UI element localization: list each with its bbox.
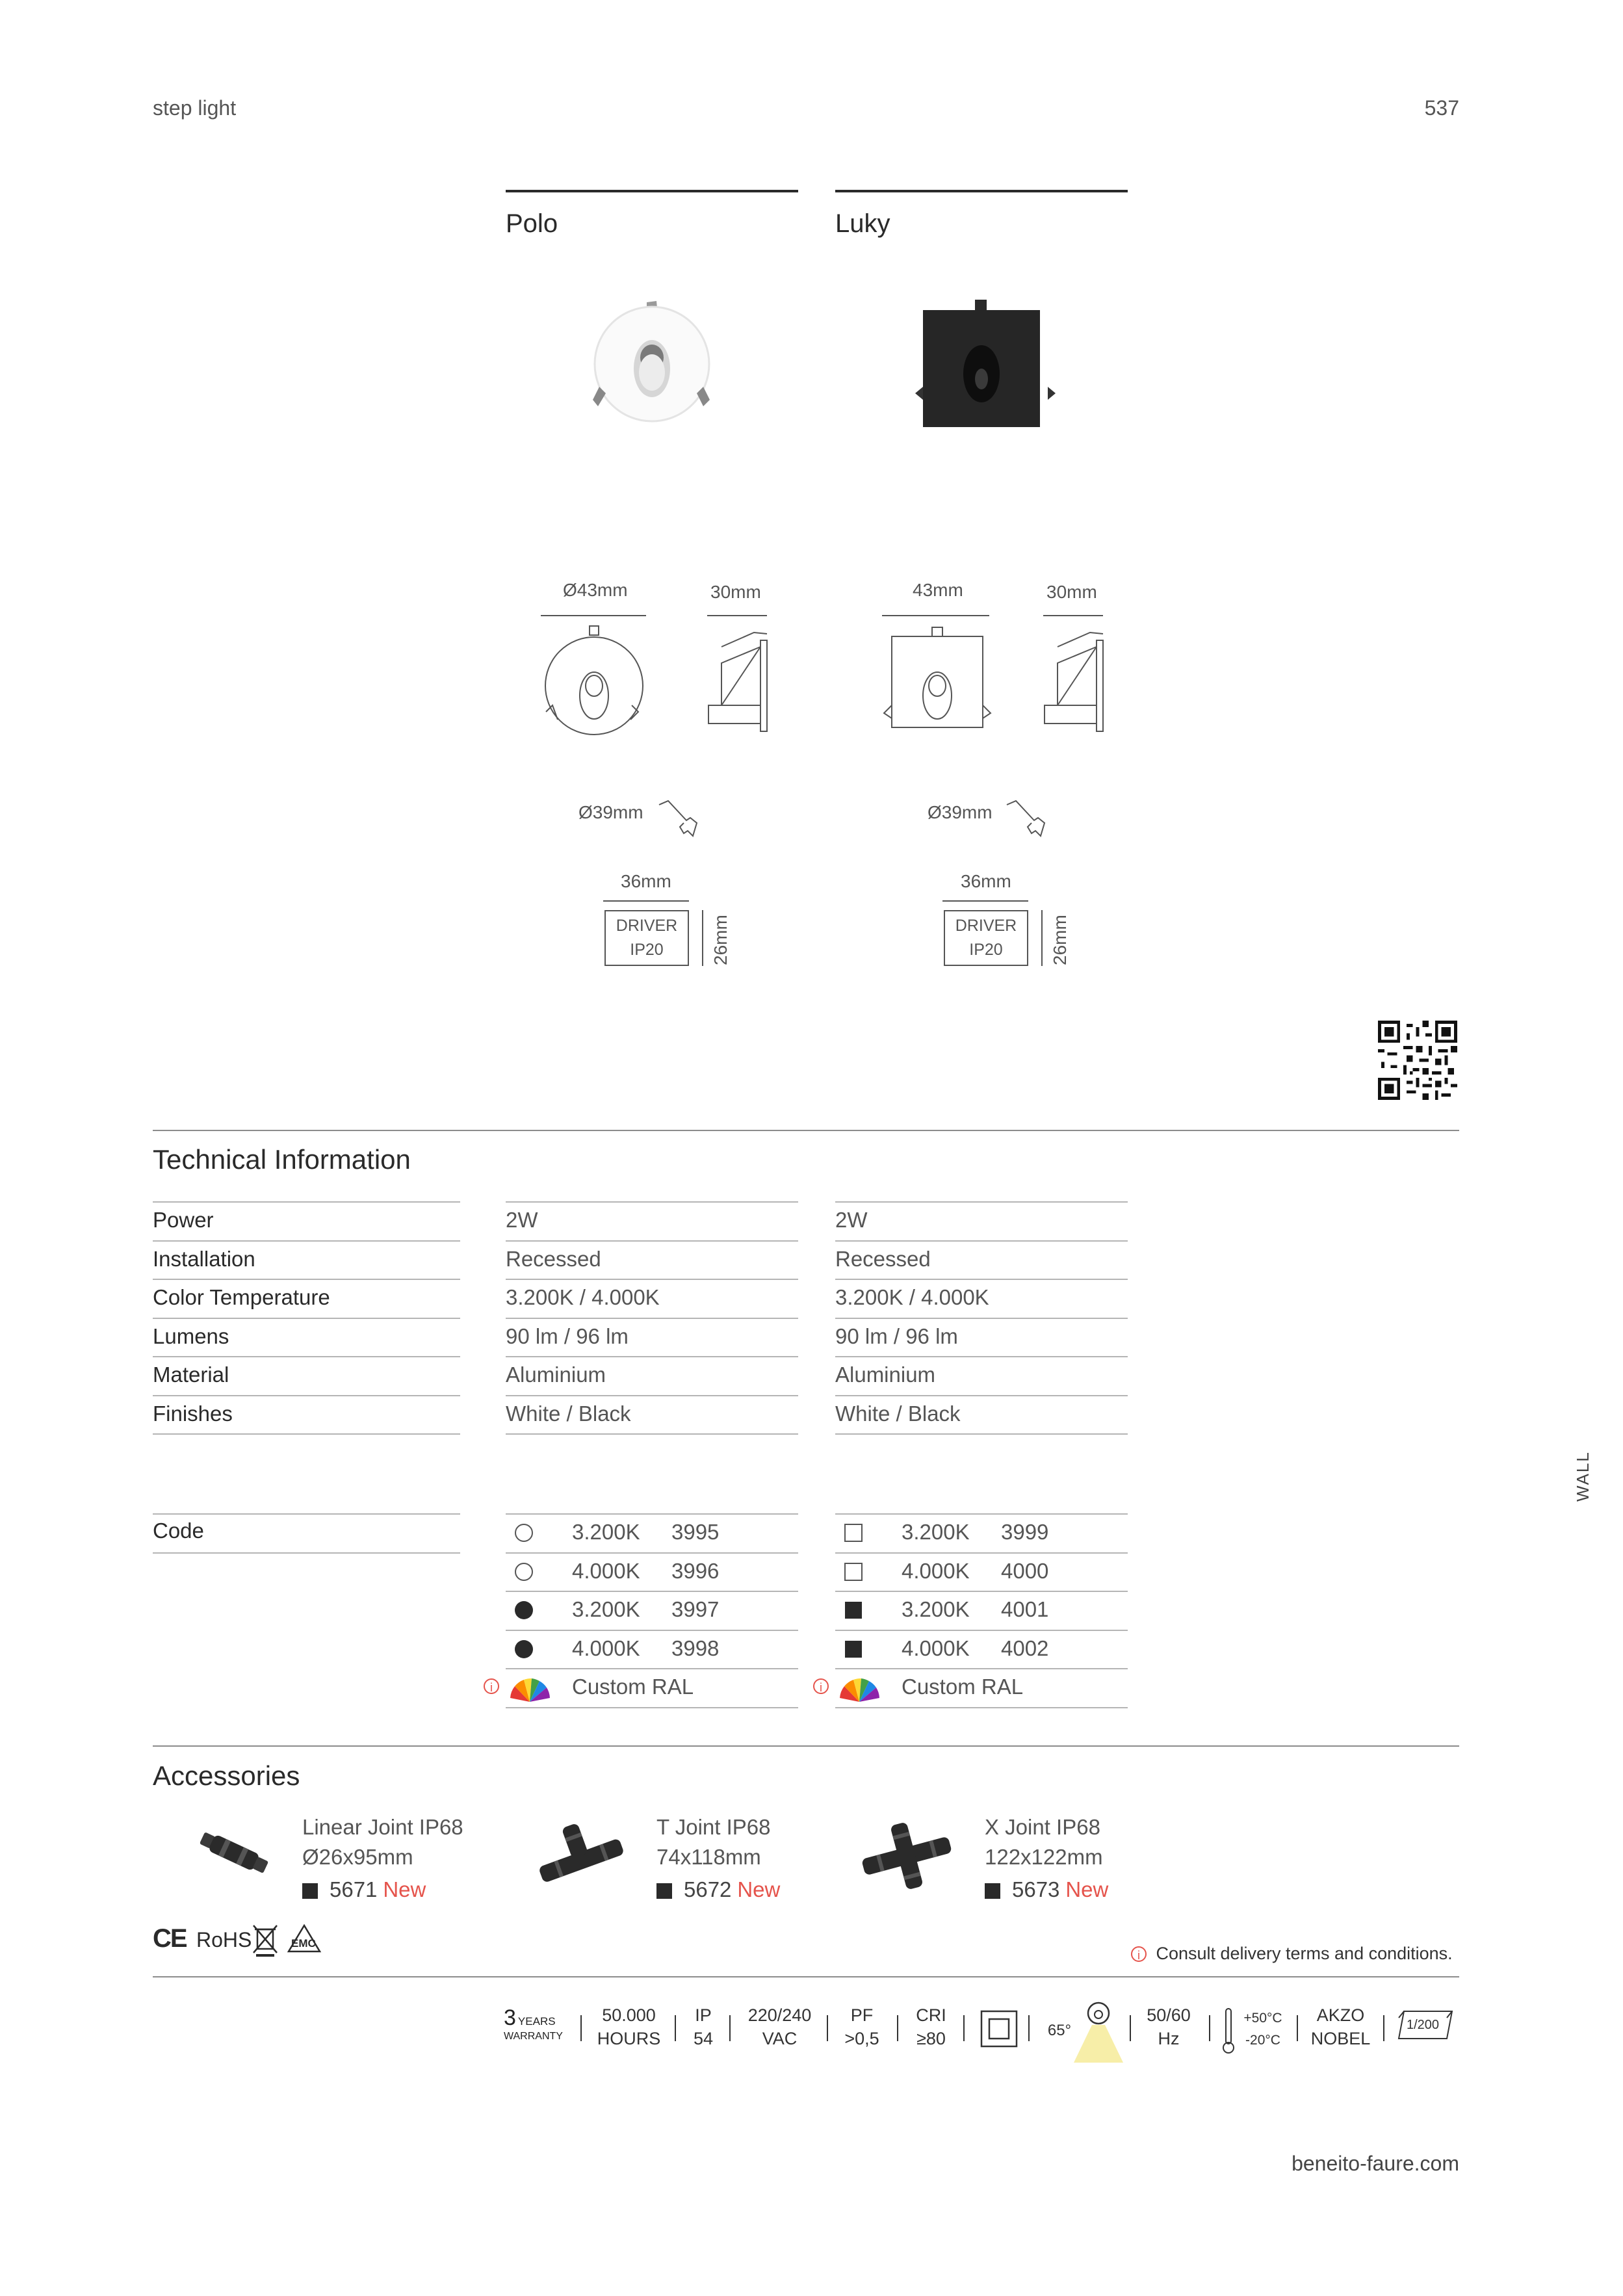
accessory-name: T Joint IP68: [656, 1815, 771, 1839]
wall-side-label: WALL: [1573, 1451, 1592, 1502]
max-temp: +50°C: [1243, 2011, 1282, 2026]
row-rule: [506, 1201, 798, 1203]
product-code: 4002: [1001, 1636, 1049, 1660]
product-code: 4000: [1001, 1559, 1049, 1583]
paint-brand-2: NOBEL: [1310, 2029, 1371, 2048]
color-temp: 4.000K: [572, 1559, 640, 1583]
black-circle-finish-swatch: [513, 1600, 534, 1624]
luky-product-image: [910, 296, 1059, 436]
product-code: 3998: [671, 1636, 720, 1660]
spec-value: Recessed: [835, 1247, 931, 1271]
row-rule: [835, 1201, 1128, 1203]
product-code: 3996: [671, 1559, 720, 1583]
product-code: 3997: [671, 1597, 720, 1621]
paint-brand: AKZO: [1316, 2005, 1365, 2025]
warranty-badge: [504, 2005, 567, 2042]
polo-diameter-dim: Ø43mm: [563, 580, 628, 600]
accessory-name: Linear Joint IP68: [302, 1815, 463, 1839]
row-rule: [506, 1630, 798, 1631]
row-rule: [506, 1591, 798, 1592]
delivery-note-text: Consult delivery terms and conditions.: [1156, 1944, 1453, 1963]
section-label: step light: [153, 96, 237, 120]
new-badge: New: [1065, 1877, 1109, 1901]
pf-spec: [836, 2003, 888, 2050]
luky-side-drawing: [1038, 608, 1110, 738]
row-rule: [835, 1513, 1128, 1515]
color-wheel-icon: [837, 1672, 882, 1708]
row-rule: [835, 1318, 1128, 1319]
polo-driver-height: 26mm: [710, 915, 731, 965]
drill-icon: [1004, 798, 1056, 847]
row-rule: [153, 1240, 460, 1242]
warranty-years: YEARS: [517, 2015, 556, 2028]
color-temp: 4.000K: [902, 1559, 970, 1583]
x-joint-image: [858, 1820, 955, 1895]
spec-label: Color Temperature: [153, 1285, 330, 1309]
row-rule: [153, 1279, 460, 1280]
driver-ip: IP20: [969, 941, 1003, 959]
luky-driver-box: [944, 910, 1028, 966]
warranty-number: 3: [504, 2005, 516, 2030]
luky-width-dim: 43mm: [913, 580, 963, 600]
frequency-value: 50/60: [1147, 2005, 1191, 2025]
separator: [1130, 2015, 1131, 2041]
dim-line: [702, 910, 703, 966]
column-rule: [506, 190, 798, 192]
black-square-finish-swatch: [843, 1600, 864, 1624]
polo-product-image: [585, 296, 721, 429]
accessory-code-line: [985, 1877, 1108, 1902]
dim-line: [603, 900, 689, 902]
ce-mark: CE: [153, 1924, 187, 1953]
separator: [827, 2015, 828, 2041]
row-rule: [835, 1356, 1128, 1357]
white-square-finish-swatch: [843, 1522, 864, 1546]
custom-ral-label: Custom RAL: [902, 1675, 1024, 1699]
row-rule: [153, 1513, 460, 1515]
row-rule: [153, 1318, 460, 1319]
row-rule: [153, 1395, 460, 1396]
ip-value: 54: [693, 2029, 714, 2048]
black-finish-swatch: [302, 1883, 318, 1899]
paint-spec: [1306, 2003, 1375, 2050]
color-temp: 4.000K: [572, 1636, 640, 1660]
rohs-mark: RoHS: [196, 1928, 252, 1951]
cri-label: CRI: [916, 2005, 946, 2025]
row-rule: [835, 1395, 1128, 1396]
cri-value: ≥80: [916, 2029, 946, 2048]
driver-label: DRIVER: [955, 917, 1017, 935]
accessory-dims: Ø26x95mm: [302, 1845, 413, 1869]
accessories-title: Accessories: [153, 1760, 300, 1791]
recessed-install-icon: [980, 2010, 1018, 2051]
product-code: 4001: [1001, 1597, 1049, 1621]
info-icon: i: [1131, 1946, 1147, 1962]
thermometer-icon: [1222, 2007, 1235, 2057]
hours-value: 50.000: [602, 2005, 656, 2025]
pf-value: >0,5: [844, 2029, 879, 2048]
separator: [963, 2015, 965, 2041]
spec-label: Lumens: [153, 1324, 229, 1348]
white-circle-finish-swatch: [513, 1522, 534, 1546]
row-rule: [506, 1279, 798, 1280]
row-rule: [835, 1591, 1128, 1592]
scale-box: [1397, 2010, 1453, 2040]
polo-driver-width: 36mm: [621, 871, 671, 891]
hours-spec: [591, 2003, 666, 2050]
separator: [897, 2015, 898, 2041]
scale-value: 1/200: [1407, 2018, 1440, 2032]
product-code: 3995: [671, 1520, 720, 1544]
driver-ip: IP20: [630, 941, 664, 959]
beam-light-icon: [1072, 1999, 1124, 2067]
new-badge: New: [737, 1877, 781, 1901]
ip-spec: [684, 2003, 723, 2050]
row-rule: [506, 1395, 798, 1396]
row-rule: [835, 1707, 1128, 1708]
row-rule: [506, 1318, 798, 1319]
luky-depth-dim: 30mm: [1046, 582, 1097, 602]
spec-value: 3.200K / 4.000K: [506, 1285, 660, 1309]
black-circle-finish-swatch: [513, 1639, 534, 1663]
color-temp: 3.200K: [572, 1597, 640, 1621]
separator: [729, 2015, 731, 2041]
dim-line: [942, 900, 1028, 902]
luky-front-drawing: [879, 608, 996, 738]
white-square-finish-swatch: [843, 1561, 864, 1585]
color-temp: 4.000K: [902, 1636, 970, 1660]
spec-label: Power: [153, 1208, 214, 1232]
frequency-unit: Hz: [1158, 2029, 1180, 2048]
row-rule: [506, 1513, 798, 1515]
code-label: Code: [153, 1519, 204, 1543]
spec-label: Installation: [153, 1247, 255, 1271]
spec-value: White / Black: [506, 1402, 631, 1426]
polo-cutout-dim: Ø39mm: [578, 802, 643, 822]
separator: [580, 2015, 582, 2041]
t-joint-image: [533, 1820, 624, 1888]
tech-info-title: Technical Information: [153, 1144, 411, 1175]
accessory-dims: 74x118mm: [656, 1845, 761, 1869]
voltage-value: 220/240: [747, 2005, 812, 2025]
spec-label: Material: [153, 1363, 229, 1387]
driver-label: DRIVER: [616, 917, 678, 935]
beam-angle: 65°: [1047, 2022, 1072, 2039]
separator: [1028, 2015, 1030, 2041]
row-rule: [506, 1707, 798, 1708]
section-divider: [153, 1130, 1459, 1131]
black-square-finish-swatch: [843, 1639, 864, 1663]
separator: [1297, 2015, 1298, 2041]
product-title-polo: Polo: [506, 209, 558, 238]
ip-label: IP: [695, 2005, 712, 2025]
accessory-code-line: [656, 1877, 780, 1902]
polo-driver-box: [604, 910, 689, 966]
row-rule: [153, 1433, 460, 1435]
page-number: 537: [1424, 96, 1459, 120]
accessory-code-line: [302, 1877, 426, 1902]
spec-label: Finishes: [153, 1402, 233, 1426]
row-rule: [153, 1552, 460, 1554]
separator: [675, 2015, 676, 2041]
white-circle-finish-swatch: [513, 1561, 534, 1585]
warranty-label: WARRANTY: [504, 2031, 563, 2042]
hours-label: HOURS: [597, 2029, 661, 2048]
linear-joint-image: [195, 1827, 273, 1882]
luky-driver-width: 36mm: [961, 871, 1011, 891]
black-finish-swatch: [985, 1883, 1000, 1899]
pf-label: PF: [850, 2005, 874, 2025]
spec-value: Aluminium: [835, 1363, 936, 1387]
column-rule: [835, 190, 1128, 192]
row-rule: [835, 1630, 1128, 1631]
delivery-note: [1131, 1944, 1453, 1964]
frequency-spec: [1139, 2003, 1199, 2050]
emc-icon: [286, 1923, 322, 1959]
row-rule: [835, 1240, 1128, 1242]
row-rule: [835, 1552, 1128, 1554]
row-rule: [153, 1356, 460, 1357]
weee-bin-icon: [252, 1923, 278, 1960]
luky-cutout-dim: Ø39mm: [928, 802, 993, 822]
color-wheel-icon: [507, 1672, 552, 1708]
temperature-range: [1240, 2007, 1286, 2052]
info-icon: i: [484, 1678, 499, 1695]
accessory-name: X Joint IP68: [985, 1815, 1100, 1839]
accessory-code: 5671: [330, 1877, 378, 1901]
spec-value: 2W: [506, 1208, 538, 1232]
section-divider: [153, 1745, 1459, 1747]
separator: [1209, 2015, 1210, 2041]
product-title-luky: Luky: [835, 209, 890, 238]
min-temp: -20°C: [1245, 2033, 1280, 2048]
qr-code[interactable]: [1378, 1021, 1457, 1103]
spec-value: 90 lm / 96 lm: [506, 1324, 629, 1348]
product-code: 3999: [1001, 1520, 1049, 1544]
row-rule: [835, 1279, 1128, 1280]
polo-depth-dim: 30mm: [710, 582, 761, 602]
accessory-code: 5672: [684, 1877, 732, 1901]
spec-value: 90 lm / 96 lm: [835, 1324, 958, 1348]
section-divider: [153, 1976, 1459, 1977]
luky-driver-height: 26mm: [1050, 915, 1070, 965]
row-rule: [835, 1433, 1128, 1435]
spec-value: 2W: [835, 1208, 868, 1232]
row-rule: [506, 1552, 798, 1554]
website-link[interactable]: beneito-faure.com: [1292, 2152, 1459, 2175]
polo-front-drawing: [539, 608, 650, 738]
voltage-spec: [739, 2003, 820, 2050]
separator: [1383, 2015, 1384, 2041]
drill-icon: [656, 798, 708, 847]
row-rule: [506, 1240, 798, 1242]
spec-value: Recessed: [506, 1247, 601, 1271]
dim-line: [1041, 910, 1043, 966]
spec-value: Aluminium: [506, 1363, 606, 1387]
accessory-code: 5673: [1012, 1877, 1060, 1901]
row-rule: [506, 1433, 798, 1435]
emc-label: EMC: [291, 1937, 316, 1950]
row-rule: [506, 1356, 798, 1357]
row-rule: [835, 1668, 1128, 1669]
polo-side-drawing: [702, 608, 773, 738]
black-finish-swatch: [656, 1883, 672, 1899]
spec-value: White / Black: [835, 1402, 961, 1426]
custom-ral-label: Custom RAL: [572, 1675, 694, 1699]
accessory-dims: 122x122mm: [985, 1845, 1103, 1869]
color-temp: 3.200K: [902, 1597, 970, 1621]
row-rule: [506, 1668, 798, 1669]
color-temp: 3.200K: [572, 1520, 640, 1544]
cri-spec: [907, 2003, 955, 2050]
color-temp: 3.200K: [902, 1520, 970, 1544]
voltage-label: VAC: [762, 2029, 798, 2048]
row-rule: [153, 1201, 460, 1203]
new-badge: New: [383, 1877, 426, 1901]
info-icon: i: [813, 1678, 829, 1695]
spec-value: 3.200K / 4.000K: [835, 1285, 989, 1309]
